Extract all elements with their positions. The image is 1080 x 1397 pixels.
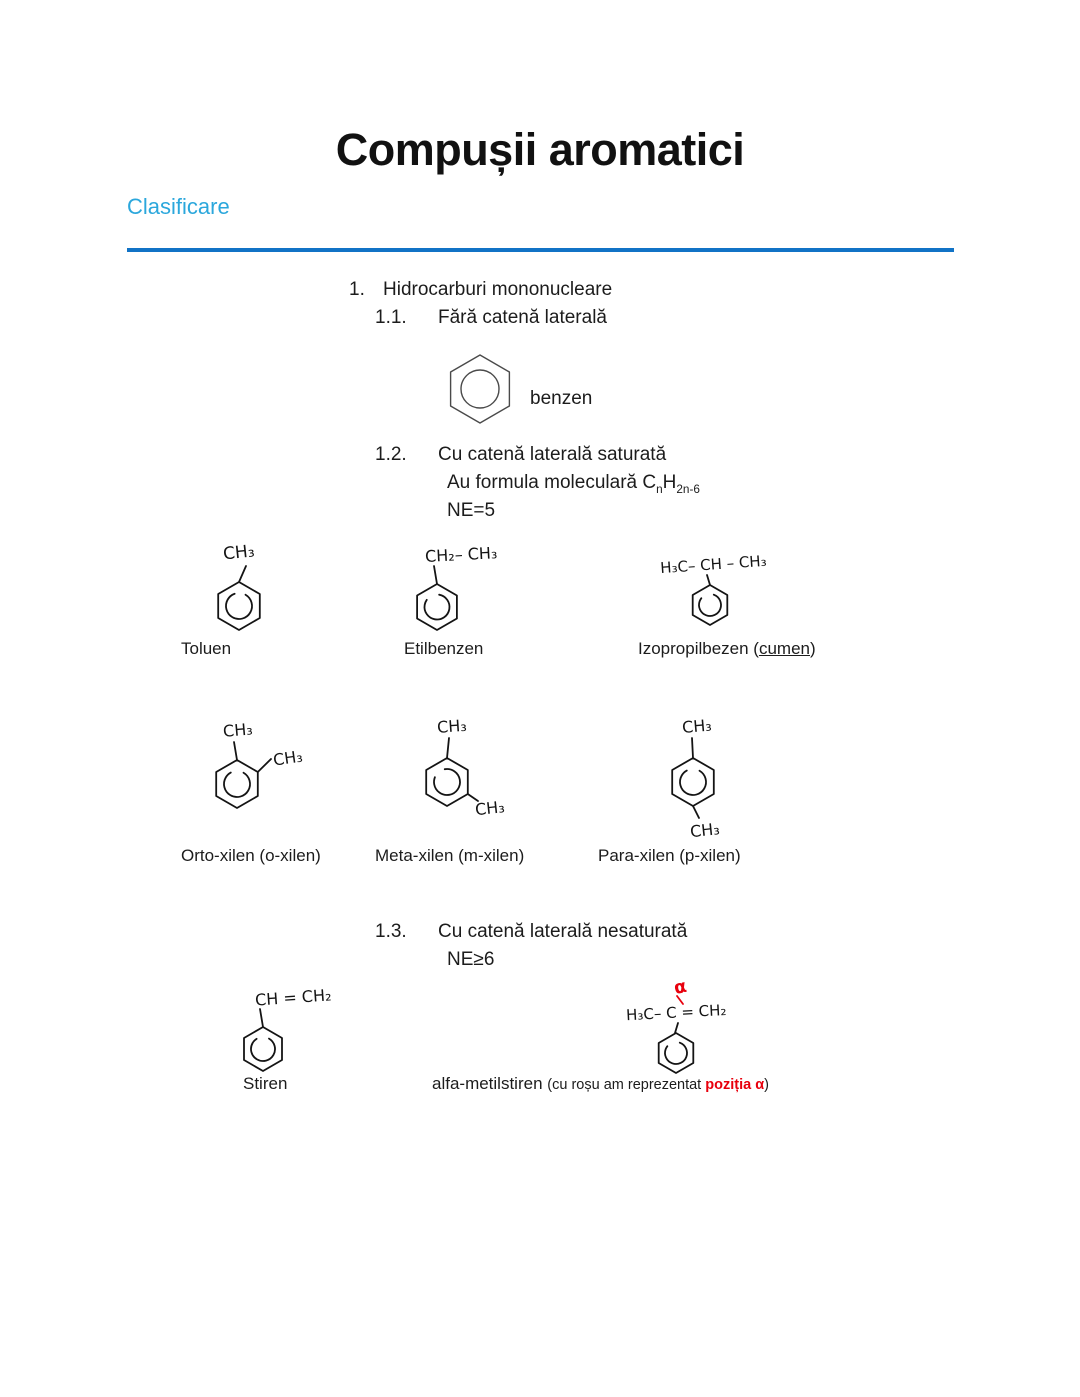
label-suffix: ) [810, 639, 816, 658]
methyl-group-label: CH₃ [681, 715, 713, 738]
formula-subscript-n: n [656, 482, 663, 496]
bond [434, 566, 437, 584]
aromatic-circle [221, 588, 257, 624]
outline-item-1-3 [375, 921, 687, 943]
formula-text: Au formula moleculară C [447, 472, 657, 493]
methyl-group-label: CH₃ [222, 541, 256, 565]
alfa-metilstiren-label [432, 1074, 769, 1094]
benzene-ring-hexagon [417, 584, 457, 630]
benzene-ring-hexagon [693, 585, 728, 625]
para-xilen-structure [658, 712, 763, 842]
note-suffix: ) [764, 1077, 769, 1093]
methyl-group-label: CH₃ [474, 797, 506, 820]
page-title: Compușii aromatici [335, 124, 745, 175]
benzene-ring-hexagon [216, 760, 258, 808]
outline-item-1 [349, 279, 612, 301]
benzene-ring-hexagon [659, 1033, 694, 1073]
note-prefix: (cu roșu am reprezentat [547, 1077, 706, 1093]
section-divider [127, 248, 954, 252]
bond [707, 575, 710, 585]
toluen-structure [203, 536, 303, 634]
bond [693, 806, 699, 818]
bond [447, 738, 449, 758]
orto-xilen-structure [203, 716, 318, 816]
ethyl-chain-label: CH₂– CH₃ [424, 543, 498, 566]
meta-xilen-structure [415, 712, 530, 820]
bond [692, 738, 693, 758]
benzen-label: benzen [530, 388, 593, 409]
outline-number: 1.2. [375, 444, 407, 465]
etilbenzen-structure [403, 540, 528, 635]
benzene-ring-hexagon [244, 1027, 282, 1071]
etilbenzen-label: Etilbenzen [404, 639, 484, 658]
aromatic-circle [696, 591, 724, 619]
outline-item-1-2 [375, 444, 666, 466]
ne-equals-5: NE=5 [447, 500, 496, 521]
aromatic-circle [247, 1033, 280, 1066]
outline-text: Fără catenă laterală [438, 307, 607, 328]
vinyl-chain-label: CH = CH₂ [254, 985, 333, 1010]
label-prefix: Izopropilbezen ( [638, 639, 759, 658]
aromatic-circle [675, 764, 711, 800]
molecular-formula-line [447, 472, 700, 496]
formula-subscript-2n6: 2n-6 [676, 482, 700, 496]
toluen-label: Toluen [181, 639, 232, 658]
aromatic-circle [461, 370, 499, 408]
aromatic-circle [432, 767, 462, 797]
aromatic-circle [662, 1039, 690, 1067]
outline-number: 1.1. [375, 307, 407, 328]
outline-item-1-1 [375, 307, 607, 329]
bond [675, 1023, 678, 1033]
isopropenyl-chain-label: H₃C– C = CH₂ [625, 1001, 727, 1025]
ne-gte-6: NE≥6 [447, 949, 495, 970]
stiren-structure [233, 983, 363, 1075]
formula-h: H [662, 472, 677, 493]
bond [258, 759, 271, 772]
aromatic-circle [219, 766, 255, 802]
note-alpha-red: poziția α [705, 1077, 765, 1093]
isopropyl-chain-label: H₃C– CH – CH₃ [659, 551, 768, 578]
methyl-group-label: CH₃ [271, 746, 304, 770]
benzen-structure [447, 352, 513, 426]
orto-xilen-label: Orto-xilen (o-xilen) [181, 846, 321, 865]
section-heading: Clasificare [127, 194, 230, 219]
cumen-underlined: cumen [758, 639, 810, 658]
benzene-ring-hexagon [426, 758, 468, 806]
izopropilbezen-structure [650, 545, 790, 630]
bond [260, 1009, 263, 1027]
outline-number: 1. [349, 279, 365, 300]
label-text: alfa-metilstiren [432, 1074, 543, 1093]
bond [239, 566, 246, 582]
stiren-label: Stiren [243, 1074, 288, 1093]
outline-number: 1.3. [375, 921, 407, 942]
benzene-ring-hexagon [218, 582, 260, 630]
alfa-metilstiren-structure [618, 975, 768, 1077]
para-xilen-label: Para-xilen (p-xilen) [598, 846, 741, 865]
aromatic-circle [423, 593, 452, 622]
benzene-ring-hexagon [451, 355, 510, 423]
benzene-ring-hexagon [672, 758, 714, 806]
methyl-group-label: CH₃ [222, 719, 254, 741]
meta-xilen-label: Meta-xilen (m-xilen) [375, 846, 525, 865]
alpha-position-label: α [672, 975, 689, 1000]
izopropilbezen-label [638, 639, 816, 659]
outline-text: Hidrocarburi mononucleare [383, 279, 613, 300]
methyl-group-label: CH₃ [689, 819, 721, 842]
bond [234, 742, 237, 760]
outline-text: Cu catenă laterală saturată [438, 444, 667, 465]
methyl-group-label: CH₃ [436, 715, 468, 737]
outline-text: Cu catenă laterală nesaturată [438, 921, 688, 942]
